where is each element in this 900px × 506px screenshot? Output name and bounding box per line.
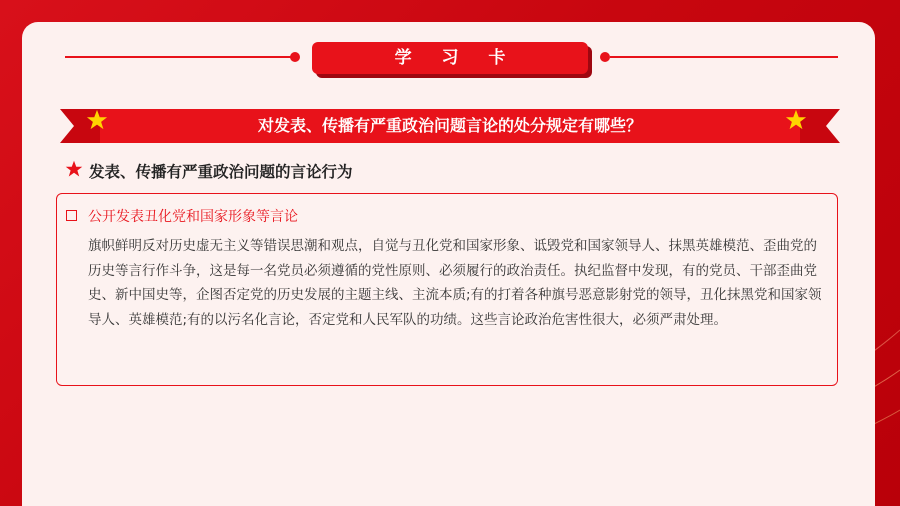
star-icon <box>86 109 108 131</box>
question-ribbon <box>60 109 840 143</box>
header-dot-right <box>600 52 610 62</box>
star-icon <box>785 109 807 131</box>
item-title: 公开发表丑化党和国家形象等言论 <box>88 209 298 225</box>
checkbox-icon <box>66 210 77 221</box>
header-line-right <box>610 56 838 58</box>
section-heading: 发表、传播有严重政治问题的言论行为 <box>89 163 353 181</box>
page-title: 学 习 卡 <box>312 42 588 74</box>
question-text: 对发表、传播有严重政治问题言论的处分规定有哪些？ <box>257 116 642 135</box>
header-line-left <box>65 56 295 58</box>
header-dot-left <box>290 52 300 62</box>
item-body: 旗帜鲜明反对历史虚无主义等错误思潮和观点，自觉与丑化党和国家形象、诋毁党和国家领导人、抹黑英雄模范、歪曲党的历史等言行作斗争，这是每一名党员必须遵循的党性原则、必须履行的政治责任。执纪监督中发现，有的党员、干部歪曲党史、新中国史等，企图否定党的历史发展的主题主线、主流本质;有的打着各种旗号恶意影射党的领导，丑化抹黑党和国家领导人、英雄模范;有的以污名化言论，否定党和人民军队的功绩。这些言论政治危害性很大，必须严肃处理。 <box>88 238 822 328</box>
star-icon <box>65 160 83 178</box>
